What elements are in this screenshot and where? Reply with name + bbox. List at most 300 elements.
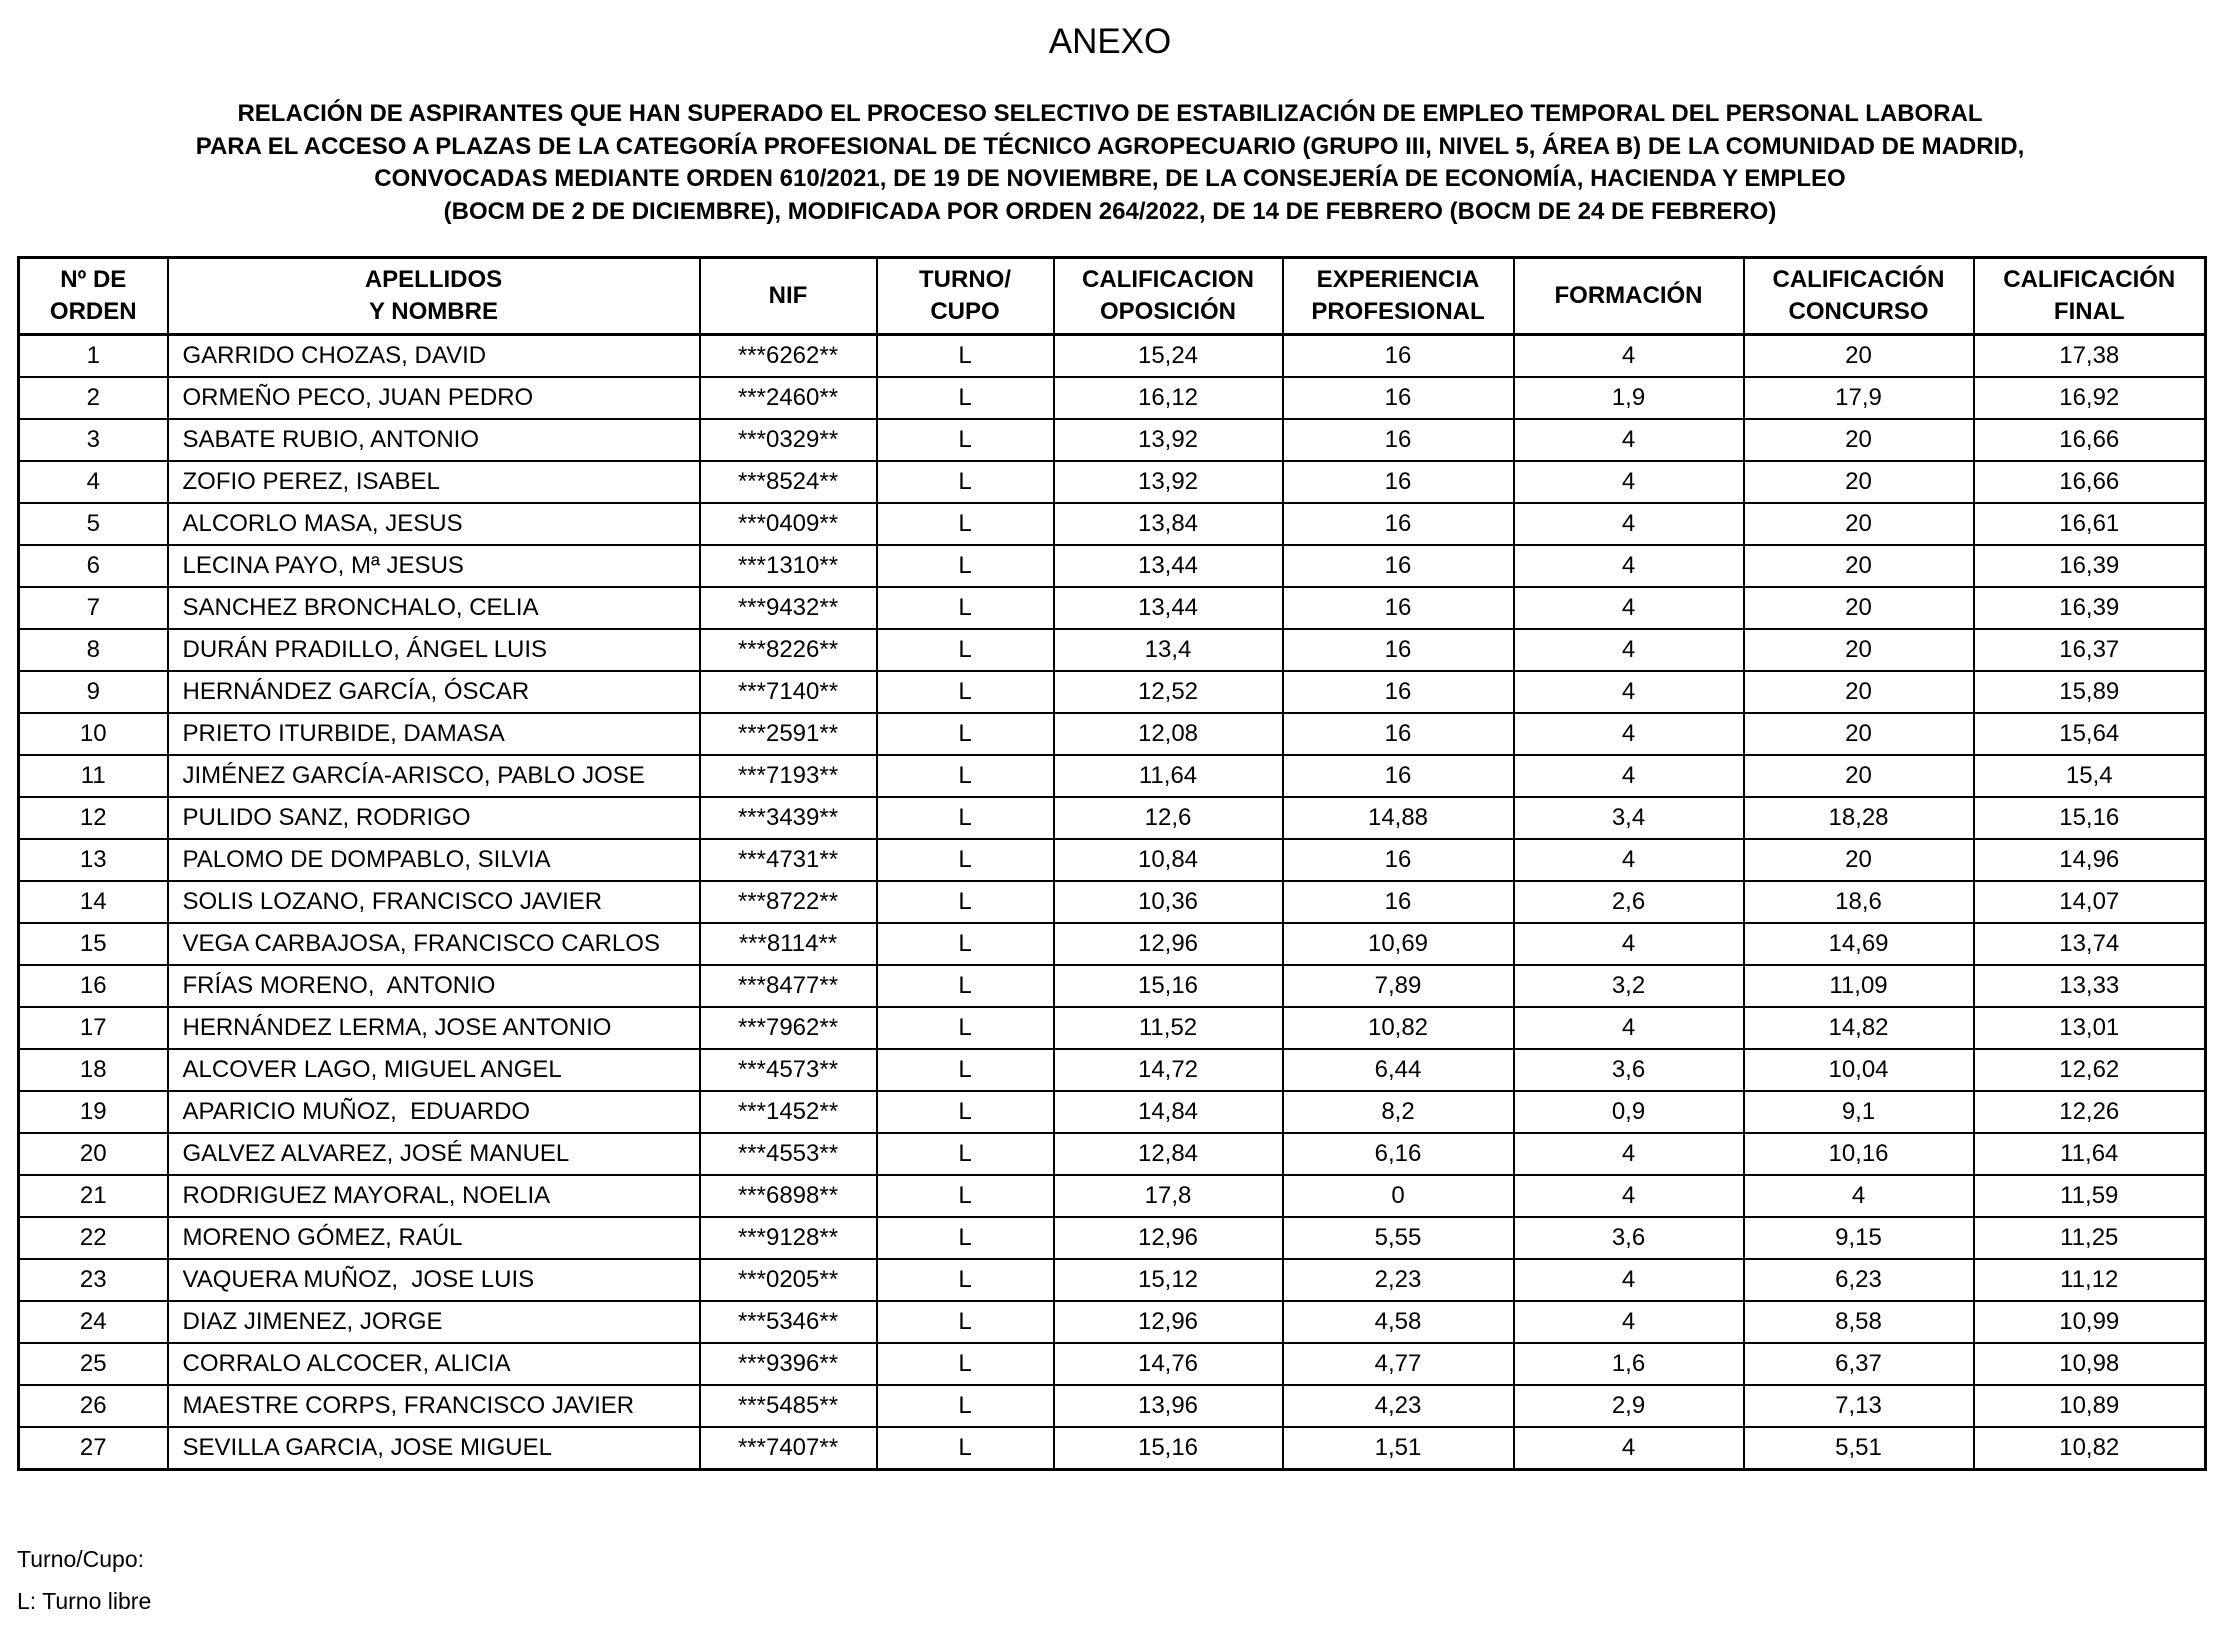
title-line: RELACIÓN DE ASPIRANTES QUE HAN SUPERADO EL PROCESO SELECTIVO DE ESTABILIZACIÓN DE EMPLEO TEMPORAL DEL PERSONAL LABORAL	[237, 100, 1983, 127]
footnote-title: Turno/Cupo:	[17, 1546, 144, 1572]
cell-experiencia: 16	[1283, 419, 1514, 461]
cell-nombre: DIAZ JIMENEZ, JORGE	[168, 1301, 700, 1343]
header-line: CONCURSO	[1788, 298, 1929, 325]
cell-orden: 17	[19, 1007, 168, 1049]
cell-calif-oposicion: 15,24	[1054, 335, 1283, 378]
cell-nombre: ZOFIO PEREZ, ISABEL	[168, 461, 700, 503]
cell-calif-oposicion: 14,84	[1054, 1091, 1283, 1133]
cell-nombre: PULIDO SANZ, RODRIGO	[168, 797, 700, 839]
cell-orden: 13	[19, 839, 168, 881]
cell-calif-concurso: 4	[1744, 1175, 1974, 1217]
cell-formacion: 4	[1514, 629, 1744, 671]
cell-experiencia: 1,51	[1283, 1427, 1514, 1470]
cell-nombre: MAESTRE CORPS, FRANCISCO JAVIER	[168, 1385, 700, 1427]
cell-formacion: 2,6	[1514, 881, 1744, 923]
cell-calif-final: 16,92	[1974, 377, 2206, 419]
column-header-calif-concurso	[1744, 258, 1974, 335]
cell-nif: ***7407**	[700, 1427, 877, 1470]
table-row	[19, 713, 2206, 755]
cell-nif: ***4731**	[700, 839, 877, 881]
cell-calif-oposicion: 13,84	[1054, 503, 1283, 545]
table-row	[19, 587, 2206, 629]
cell-formacion: 3,2	[1514, 965, 1744, 1007]
cell-experiencia: 16	[1283, 545, 1514, 587]
cell-experiencia: 7,89	[1283, 965, 1514, 1007]
cell-nif: ***8114**	[700, 923, 877, 965]
cell-orden: 18	[19, 1049, 168, 1091]
cell-orden: 22	[19, 1217, 168, 1259]
cell-calif-final: 16,66	[1974, 419, 2206, 461]
cell-calif-final: 11,12	[1974, 1259, 2206, 1301]
cell-turno: L	[877, 1385, 1054, 1427]
header-line: Y NOMBRE	[369, 298, 498, 325]
cell-formacion: 4	[1514, 545, 1744, 587]
cell-calif-oposicion: 11,64	[1054, 755, 1283, 797]
table-row	[19, 545, 2206, 587]
column-header-nif	[700, 258, 877, 335]
table-row	[19, 923, 2206, 965]
cell-turno: L	[877, 755, 1054, 797]
footnote-text: L: Turno libre	[17, 1588, 152, 1614]
cell-calif-concurso: 20	[1744, 503, 1974, 545]
cell-nombre: LECINA PAYO, Mª JESUS	[168, 545, 700, 587]
document-heading: ANEXO	[1048, 22, 1172, 61]
cell-calif-concurso: 10,04	[1744, 1049, 1974, 1091]
column-header-experiencia	[1283, 258, 1514, 335]
cell-calif-oposicion: 12,52	[1054, 671, 1283, 713]
cell-calif-concurso: 20	[1744, 461, 1974, 503]
cell-calif-concurso: 20	[1744, 839, 1974, 881]
cell-nif: ***2460**	[700, 377, 877, 419]
cell-nif: ***0205**	[700, 1259, 877, 1301]
cell-orden: 25	[19, 1343, 168, 1385]
cell-calif-oposicion: 13,44	[1054, 587, 1283, 629]
table-row	[19, 1427, 2206, 1470]
header-line: CALIFICACIÓN	[2003, 266, 2176, 293]
table-row	[19, 335, 2206, 378]
cell-experiencia: 16	[1283, 377, 1514, 419]
cell-calif-concurso: 5,51	[1744, 1427, 1974, 1470]
header-line: TURNO/	[919, 266, 1011, 293]
cell-orden: 23	[19, 1259, 168, 1301]
cell-calif-final: 10,89	[1974, 1385, 2206, 1427]
cell-formacion: 2,9	[1514, 1385, 1744, 1427]
cell-turno: L	[877, 1217, 1054, 1259]
cell-calif-final: 15,4	[1974, 755, 2206, 797]
cell-nif: ***4573**	[700, 1049, 877, 1091]
cell-calif-final: 12,62	[1974, 1049, 2206, 1091]
cell-turno: L	[877, 335, 1054, 378]
title-line: CONVOCADAS MEDIANTE ORDEN 610/2021, DE 19 DE NOVIEMBRE, DE LA CONSEJERÍA DE ECONOMÍA, HACIENDA Y EMPLEO	[374, 165, 1846, 192]
cell-turno: L	[877, 1133, 1054, 1175]
cell-experiencia: 4,23	[1283, 1385, 1514, 1427]
cell-experiencia: 4,58	[1283, 1301, 1514, 1343]
cell-calif-concurso: 14,82	[1744, 1007, 1974, 1049]
table-row	[19, 1091, 2206, 1133]
cell-nif: ***4553**	[700, 1133, 877, 1175]
cell-turno: L	[877, 713, 1054, 755]
table-row	[19, 461, 2206, 503]
cell-calif-oposicion: 16,12	[1054, 377, 1283, 419]
cell-nombre: PALOMO DE DOMPABLO, SILVIA	[168, 839, 700, 881]
cell-calif-concurso: 6,37	[1744, 1343, 1974, 1385]
table-row	[19, 1175, 2206, 1217]
cell-nombre: DURÁN PRADILLO, ÁNGEL LUIS	[168, 629, 700, 671]
cell-calif-oposicion: 13,4	[1054, 629, 1283, 671]
cell-calif-final: 13,33	[1974, 965, 2206, 1007]
cell-orden: 9	[19, 671, 168, 713]
table-row	[19, 671, 2206, 713]
cell-orden: 10	[19, 713, 168, 755]
cell-calif-final: 16,39	[1974, 545, 2206, 587]
cell-calif-concurso: 20	[1744, 629, 1974, 671]
cell-calif-oposicion: 10,84	[1054, 839, 1283, 881]
cell-calif-concurso: 20	[1744, 335, 1974, 378]
cell-calif-final: 16,61	[1974, 503, 2206, 545]
cell-turno: L	[877, 1301, 1054, 1343]
cell-calif-oposicion: 13,44	[1054, 545, 1283, 587]
cell-calif-final: 16,66	[1974, 461, 2206, 503]
table-row	[19, 1049, 2206, 1091]
header-line: CUPO	[930, 298, 1000, 325]
cell-calif-concurso: 20	[1744, 713, 1974, 755]
cell-nif: ***1310**	[700, 545, 877, 587]
cell-calif-concurso: 20	[1744, 755, 1974, 797]
cell-calif-concurso: 18,28	[1744, 797, 1974, 839]
header-line: CALIFICACION	[1082, 266, 1254, 293]
table-row	[19, 419, 2206, 461]
cell-nombre: MORENO GÓMEZ, RAÚL	[168, 1217, 700, 1259]
table-row	[19, 1133, 2206, 1175]
cell-experiencia: 16	[1283, 503, 1514, 545]
table-row	[19, 1301, 2206, 1343]
cell-experiencia: 16	[1283, 713, 1514, 755]
cell-nombre: VEGA CARBAJOSA, FRANCISCO CARLOS	[168, 923, 700, 965]
cell-calif-final: 13,74	[1974, 923, 2206, 965]
cell-nombre: APARICIO MUÑOZ, EDUARDO	[168, 1091, 700, 1133]
table-row	[19, 797, 2206, 839]
cell-orden: 14	[19, 881, 168, 923]
cell-formacion: 4	[1514, 923, 1744, 965]
cell-orden: 5	[19, 503, 168, 545]
table-row	[19, 755, 2206, 797]
cell-experiencia: 0	[1283, 1175, 1514, 1217]
cell-calif-concurso: 9,1	[1744, 1091, 1974, 1133]
title-line: PARA EL ACCESO A PLAZAS DE LA CATEGORÍA PROFESIONAL DE TÉCNICO AGROPECUARIO (GRUPO III, NIVEL 5, ÁREA B) DE LA COMUNIDAD DE MADRID,	[195, 132, 2025, 160]
cell-turno: L	[877, 419, 1054, 461]
cell-formacion: 0,9	[1514, 1091, 1744, 1133]
cell-calif-concurso: 10,16	[1744, 1133, 1974, 1175]
cell-turno: L	[877, 1259, 1054, 1301]
cell-formacion: 4	[1514, 713, 1744, 755]
cell-calif-concurso: 17,9	[1744, 377, 1974, 419]
cell-nombre: ALCOVER LAGO, MIGUEL ANGEL	[168, 1049, 700, 1091]
cell-experiencia: 16	[1283, 587, 1514, 629]
cell-experiencia: 16	[1283, 755, 1514, 797]
header-line: FORMACIÓN	[1554, 282, 1703, 309]
cell-orden: 2	[19, 377, 168, 419]
cell-experiencia: 8,2	[1283, 1091, 1514, 1133]
cell-turno: L	[877, 1175, 1054, 1217]
cell-calif-oposicion: 12,6	[1054, 797, 1283, 839]
cell-orden: 3	[19, 419, 168, 461]
column-header-turno	[877, 258, 1054, 335]
table-row	[19, 1385, 2206, 1427]
cell-nif: ***0329**	[700, 419, 877, 461]
cell-experiencia: 16	[1283, 629, 1514, 671]
cell-calif-concurso: 20	[1744, 671, 1974, 713]
cell-experiencia: 6,16	[1283, 1133, 1514, 1175]
cell-nombre: ORMEÑO PECO, JUAN PEDRO	[168, 377, 700, 419]
cell-formacion: 4	[1514, 461, 1744, 503]
cell-turno: L	[877, 839, 1054, 881]
cell-calif-final: 12,26	[1974, 1091, 2206, 1133]
header-line: OPOSICIÓN	[1099, 298, 1237, 325]
cell-experiencia: 10,82	[1283, 1007, 1514, 1049]
cell-orden: 7	[19, 587, 168, 629]
cell-formacion: 3,6	[1514, 1217, 1744, 1259]
title-line: (BOCM DE 2 DE DICIEMBRE), MODIFICADA POR ORDEN 264/2022, DE 14 DE FEBRERO (BOCM DE 24 DE FEBRERO)	[443, 197, 1777, 225]
cell-nombre: HERNÁNDEZ GARCÍA, ÓSCAR	[168, 671, 700, 713]
cell-experiencia: 6,44	[1283, 1049, 1514, 1091]
cell-calif-final: 13,01	[1974, 1007, 2206, 1049]
cell-calif-final: 10,99	[1974, 1301, 2206, 1343]
cell-calif-concurso: 14,69	[1744, 923, 1974, 965]
cell-calif-final: 10,82	[1974, 1427, 2206, 1470]
cell-formacion: 4	[1514, 1427, 1744, 1470]
cell-turno: L	[877, 587, 1054, 629]
cell-formacion: 4	[1514, 1007, 1744, 1049]
cell-calif-concurso: 18,6	[1744, 881, 1974, 923]
cell-formacion: 1,6	[1514, 1343, 1744, 1385]
cell-calif-oposicion: 10,36	[1054, 881, 1283, 923]
cell-calif-final: 14,07	[1974, 881, 2206, 923]
cell-calif-oposicion: 15,16	[1054, 965, 1283, 1007]
cell-formacion: 4	[1514, 671, 1744, 713]
cell-formacion: 4	[1514, 755, 1744, 797]
cell-calif-concurso: 9,15	[1744, 1217, 1974, 1259]
cell-experiencia: 16	[1283, 671, 1514, 713]
cell-orden: 26	[19, 1385, 168, 1427]
cell-orden: 16	[19, 965, 168, 1007]
cell-formacion: 4	[1514, 1175, 1744, 1217]
cell-orden: 11	[19, 755, 168, 797]
cell-calif-oposicion: 12,08	[1054, 713, 1283, 755]
cell-calif-oposicion: 14,72	[1054, 1049, 1283, 1091]
cell-turno: L	[877, 797, 1054, 839]
cell-formacion: 3,6	[1514, 1049, 1744, 1091]
table-row	[19, 1007, 2206, 1049]
cell-turno: L	[877, 923, 1054, 965]
cell-nif: ***6262**	[700, 335, 877, 378]
cell-formacion: 4	[1514, 503, 1744, 545]
cell-experiencia: 16	[1283, 335, 1514, 378]
cell-nombre: SOLIS LOZANO, FRANCISCO JAVIER	[168, 881, 700, 923]
cell-nombre: FRÍAS MORENO, ANTONIO	[168, 965, 700, 1007]
cell-calif-concurso: 8,58	[1744, 1301, 1974, 1343]
cell-formacion: 4	[1514, 1259, 1744, 1301]
cell-turno: L	[877, 545, 1054, 587]
cell-formacion: 4	[1514, 335, 1744, 378]
cell-turno: L	[877, 1091, 1054, 1133]
cell-calif-concurso: 6,23	[1744, 1259, 1974, 1301]
cell-turno: L	[877, 503, 1054, 545]
cell-turno: L	[877, 1343, 1054, 1385]
cell-formacion: 4	[1514, 1133, 1744, 1175]
header-line: FINAL	[2053, 298, 2125, 325]
cell-orden: 24	[19, 1301, 168, 1343]
table-row	[19, 1343, 2206, 1385]
cell-calif-final: 17,38	[1974, 335, 2206, 378]
cell-calif-oposicion: 15,16	[1054, 1427, 1283, 1470]
header-line: NIF	[768, 282, 808, 309]
table-row	[19, 1217, 2206, 1259]
cell-orden: 21	[19, 1175, 168, 1217]
table-row	[19, 965, 2206, 1007]
cell-orden: 19	[19, 1091, 168, 1133]
cell-orden: 8	[19, 629, 168, 671]
cell-calif-oposicion: 14,76	[1054, 1343, 1283, 1385]
cell-nombre: SEVILLA GARCIA, JOSE MIGUEL	[168, 1427, 700, 1470]
document-title	[0, 98, 2220, 228]
column-header-calif-final	[1974, 258, 2206, 335]
cell-nombre: SANCHEZ BRONCHALO, CELIA	[168, 587, 700, 629]
cell-formacion: 1,9	[1514, 377, 1744, 419]
cell-turno: L	[877, 965, 1054, 1007]
cell-nombre: VAQUERA MUÑOZ, JOSE LUIS	[168, 1259, 700, 1301]
cell-nif: ***1452**	[700, 1091, 877, 1133]
cell-calif-concurso: 20	[1744, 587, 1974, 629]
cell-nif: ***8722**	[700, 881, 877, 923]
cell-formacion: 4	[1514, 587, 1744, 629]
table-row	[19, 839, 2206, 881]
cell-turno: L	[877, 1007, 1054, 1049]
cell-nombre: GARRIDO CHOZAS, DAVID	[168, 335, 700, 378]
cell-nif: ***7962**	[700, 1007, 877, 1049]
cell-nombre: CORRALO ALCOCER, ALICIA	[168, 1343, 700, 1385]
cell-calif-final: 11,25	[1974, 1217, 2206, 1259]
cell-calif-concurso: 20	[1744, 545, 1974, 587]
cell-nombre: SABATE RUBIO, ANTONIO	[168, 419, 700, 461]
cell-experiencia: 14,88	[1283, 797, 1514, 839]
cell-nif: ***8226**	[700, 629, 877, 671]
header-line: Nº DE	[60, 266, 127, 293]
cell-turno: L	[877, 881, 1054, 923]
cell-nif: ***9432**	[700, 587, 877, 629]
cell-formacion: 3,4	[1514, 797, 1744, 839]
column-header-orden	[19, 258, 168, 335]
cell-calif-final: 14,96	[1974, 839, 2206, 881]
cell-calif-concurso: 11,09	[1744, 965, 1974, 1007]
cell-turno: L	[877, 461, 1054, 503]
cell-nif: ***9128**	[700, 1217, 877, 1259]
cell-formacion: 4	[1514, 419, 1744, 461]
cell-orden: 1	[19, 335, 168, 378]
table-row	[19, 881, 2206, 923]
cell-calif-oposicion: 12,84	[1054, 1133, 1283, 1175]
cell-calif-final: 15,89	[1974, 671, 2206, 713]
cell-calif-final: 16,37	[1974, 629, 2206, 671]
column-header-formacion	[1514, 258, 1744, 335]
cell-calif-oposicion: 12,96	[1054, 923, 1283, 965]
cell-calif-final: 15,64	[1974, 713, 2206, 755]
table-body	[19, 335, 2206, 1470]
cell-calif-oposicion: 13,92	[1054, 419, 1283, 461]
cell-calif-oposicion: 11,52	[1054, 1007, 1283, 1049]
cell-nif: ***9396**	[700, 1343, 877, 1385]
cell-orden: 27	[19, 1427, 168, 1470]
results-table	[17, 256, 2207, 1471]
cell-nif: ***5485**	[700, 1385, 877, 1427]
cell-nif: ***8524**	[700, 461, 877, 503]
header-line: CALIFICACIÓN	[1772, 266, 1945, 293]
table-row	[19, 503, 2206, 545]
cell-formacion: 4	[1514, 1301, 1744, 1343]
column-header-nombre	[168, 258, 700, 335]
table-header-row	[19, 258, 2206, 335]
column-header-calif-oposicion	[1054, 258, 1283, 335]
cell-nombre: HERNÁNDEZ LERMA, JOSE ANTONIO	[168, 1007, 700, 1049]
cell-calif-final: 16,39	[1974, 587, 2206, 629]
cell-turno: L	[877, 671, 1054, 713]
cell-calif-oposicion: 12,96	[1054, 1301, 1283, 1343]
cell-experiencia: 4,77	[1283, 1343, 1514, 1385]
cell-nombre: PRIETO ITURBIDE, DAMASA	[168, 713, 700, 755]
cell-turno: L	[877, 377, 1054, 419]
cell-calif-final: 11,59	[1974, 1175, 2206, 1217]
cell-calif-final: 11,64	[1974, 1133, 2206, 1175]
cell-nif: ***7140**	[700, 671, 877, 713]
cell-turno: L	[877, 629, 1054, 671]
cell-nif: ***6898**	[700, 1175, 877, 1217]
header-line: PROFESIONAL	[1311, 298, 1485, 325]
cell-formacion: 4	[1514, 839, 1744, 881]
cell-calif-final: 15,16	[1974, 797, 2206, 839]
cell-nif: ***0409**	[700, 503, 877, 545]
cell-experiencia: 2,23	[1283, 1259, 1514, 1301]
cell-experiencia: 16	[1283, 881, 1514, 923]
cell-nif: ***3439**	[700, 797, 877, 839]
cell-nif: ***7193**	[700, 755, 877, 797]
cell-nif: ***5346**	[700, 1301, 877, 1343]
cell-calif-oposicion: 17,8	[1054, 1175, 1283, 1217]
cell-turno: L	[877, 1049, 1054, 1091]
cell-nombre: JIMÉNEZ GARCÍA-ARISCO, PABLO JOSE	[168, 755, 700, 797]
cell-nombre: GALVEZ ALVAREZ, JOSÉ MANUEL	[168, 1133, 700, 1175]
cell-nombre: ALCORLO MASA, JESUS	[168, 503, 700, 545]
table-row	[19, 377, 2206, 419]
header-line: EXPERIENCIA	[1316, 266, 1480, 293]
cell-calif-concurso: 20	[1744, 419, 1974, 461]
table-row	[19, 1259, 2206, 1301]
cell-calif-concurso: 7,13	[1744, 1385, 1974, 1427]
header-line: APELLIDOS	[364, 266, 503, 293]
cell-orden: 20	[19, 1133, 168, 1175]
cell-calif-oposicion: 13,92	[1054, 461, 1283, 503]
cell-nif: ***2591**	[700, 713, 877, 755]
cell-experiencia: 16	[1283, 839, 1514, 881]
cell-orden: 12	[19, 797, 168, 839]
header-line: ORDEN	[49, 298, 137, 325]
cell-experiencia: 5,55	[1283, 1217, 1514, 1259]
cell-experiencia: 16	[1283, 461, 1514, 503]
cell-calif-oposicion: 13,96	[1054, 1385, 1283, 1427]
table-row	[19, 629, 2206, 671]
cell-nombre: RODRIGUEZ MAYORAL, NOELIA	[168, 1175, 700, 1217]
cell-calif-oposicion: 12,96	[1054, 1217, 1283, 1259]
cell-nif: ***8477**	[700, 965, 877, 1007]
cell-experiencia: 10,69	[1283, 923, 1514, 965]
